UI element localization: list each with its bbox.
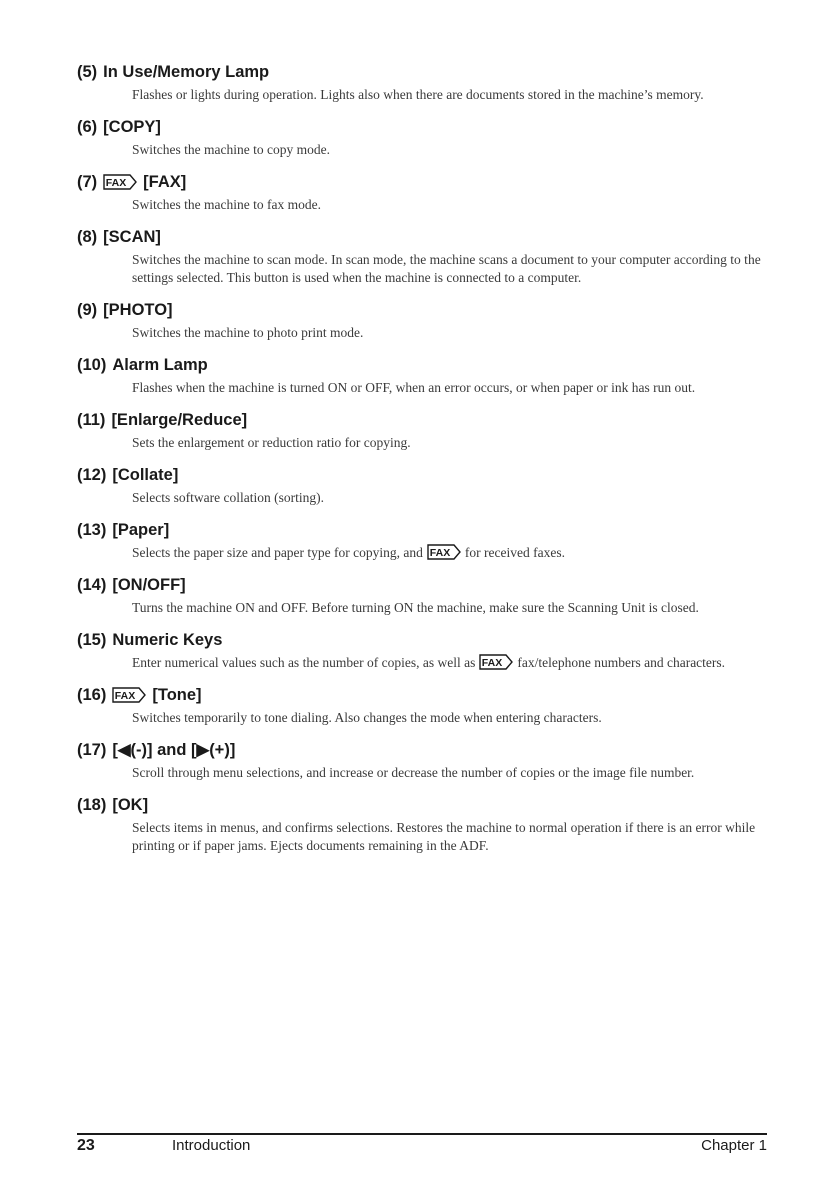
entry-copy	[77, 117, 767, 159]
document-body	[77, 62, 767, 868]
entry-number: (18)	[77, 796, 107, 814]
entry-number: (15)	[77, 631, 107, 649]
entry-heading	[77, 795, 767, 815]
entry-title: [Collate]	[112, 466, 179, 484]
entry-heading	[77, 575, 767, 595]
entry-number: (16)	[77, 686, 107, 704]
entry-title: [COPY]	[103, 118, 161, 136]
page-number: 23	[77, 1137, 95, 1154]
svg-text:FAX: FAX	[105, 177, 127, 189]
entry-description: Selects software collation (sorting).	[132, 490, 324, 505]
entry-heading	[77, 355, 767, 375]
entry-photo	[77, 300, 767, 342]
entry-number: (6)	[77, 118, 98, 136]
entry-ok	[77, 795, 767, 855]
entry-heading	[77, 62, 767, 82]
entry-arrow-keys	[77, 740, 767, 782]
entry-heading	[77, 685, 767, 705]
entry-heading	[77, 465, 767, 485]
entry-title: [Paper]	[112, 521, 170, 539]
entry-description: Switches the machine to photo print mode.	[132, 325, 364, 340]
entry-heading	[77, 300, 767, 320]
entry-enlarge-reduce	[77, 410, 767, 452]
entry-heading	[77, 227, 767, 247]
fax-icon	[479, 654, 513, 670]
description-text: Selects the paper size and paper type for copying, and	[132, 545, 423, 560]
entry-description: Scroll through menu selections, and increase or decrease the number of copies or the image file number.	[132, 765, 695, 780]
entry-description: Sets the enlargement or reduction ratio for copying.	[132, 435, 411, 450]
entry-on-off	[77, 575, 767, 617]
entry-number: (7)	[77, 173, 98, 191]
entry-description: Switches temporarily to tone dialing. Also changes the mode when entering characters.	[132, 710, 602, 725]
entry-description	[132, 654, 767, 672]
description-text: Enter numerical values such as the number of copies, as well as	[132, 655, 476, 670]
page-footer	[77, 1133, 767, 1154]
fax-icon	[103, 174, 137, 190]
entry-heading	[77, 117, 767, 137]
entry-number: (10)	[77, 356, 107, 374]
entry-tone	[77, 685, 767, 727]
entry-title: [SCAN]	[103, 228, 161, 246]
entry-paper	[77, 520, 767, 562]
entry-number: (8)	[77, 228, 98, 246]
entry-description: Selects items in menus, and confirms selections. Restores the machine to normal operation if there is an error while printing or if paper jams. Ejects documents remaining in the ADF.	[132, 820, 756, 853]
entry-title: Alarm Lamp	[112, 356, 208, 374]
entry-number: (17)	[77, 741, 107, 759]
entry-heading	[77, 172, 767, 192]
entry-collate	[77, 465, 767, 507]
entry-description: Switches the machine to scan mode. In scan mode, the machine scans a document to your computer according to the settings selected. This button is used when the machine is connected to a computer.	[132, 252, 761, 285]
fax-icon	[427, 544, 461, 560]
entry-description	[132, 544, 767, 562]
entry-description: Switches the machine to copy mode.	[132, 142, 330, 157]
entry-title: [Enlarge/Reduce]	[111, 411, 248, 429]
entry-description: Turns the machine ON and OFF. Before turning ON the machine, make sure the Scanning Unit is closed.	[132, 600, 699, 615]
entry-heading	[77, 410, 767, 430]
entry-description: Flashes or lights during operation. Lights also when there are documents stored in the machine’s memory.	[132, 87, 704, 102]
entry-title: [Tone]	[152, 686, 202, 704]
svg-text:FAX: FAX	[115, 690, 136, 702]
entry-number: (13)	[77, 521, 107, 539]
entry-number: (5)	[77, 63, 98, 81]
fax-icon	[112, 687, 146, 703]
entry-in-use-memory-lamp	[77, 62, 767, 104]
entry-description: Switches the machine to fax mode.	[132, 197, 321, 212]
entry-heading	[77, 630, 767, 650]
entry-title: [◀(-)] and [▶(+)]	[112, 741, 236, 759]
entry-title: Numeric Keys	[112, 631, 223, 649]
entry-title: [OK]	[112, 796, 149, 814]
chapter-label: Chapter 1	[701, 1137, 767, 1154]
entry-description: Flashes when the machine is turned ON or OFF, when an error occurs, or when paper or ink has run out.	[132, 380, 696, 395]
description-text: fax/telephone numbers and characters.	[517, 655, 726, 670]
entry-title: In Use/Memory Lamp	[103, 63, 270, 81]
entry-scan	[77, 227, 767, 287]
entry-number: (12)	[77, 466, 107, 484]
entry-number: (9)	[77, 301, 98, 319]
entry-number: (14)	[77, 576, 107, 594]
entry-title: [FAX]	[143, 173, 187, 191]
description-text: for received faxes.	[464, 545, 565, 560]
entry-number: (11)	[77, 411, 106, 429]
entry-alarm-lamp	[77, 355, 767, 397]
entry-title: [ON/OFF]	[112, 576, 186, 594]
entry-title: [PHOTO]	[103, 301, 173, 319]
svg-text:FAX: FAX	[429, 547, 451, 559]
svg-text:FAX: FAX	[482, 657, 503, 669]
section-title: Introduction	[172, 1137, 251, 1154]
entry-heading	[77, 520, 767, 540]
entry-heading	[77, 740, 767, 760]
entry-numeric-keys	[77, 630, 767, 672]
entry-fax	[77, 172, 767, 214]
